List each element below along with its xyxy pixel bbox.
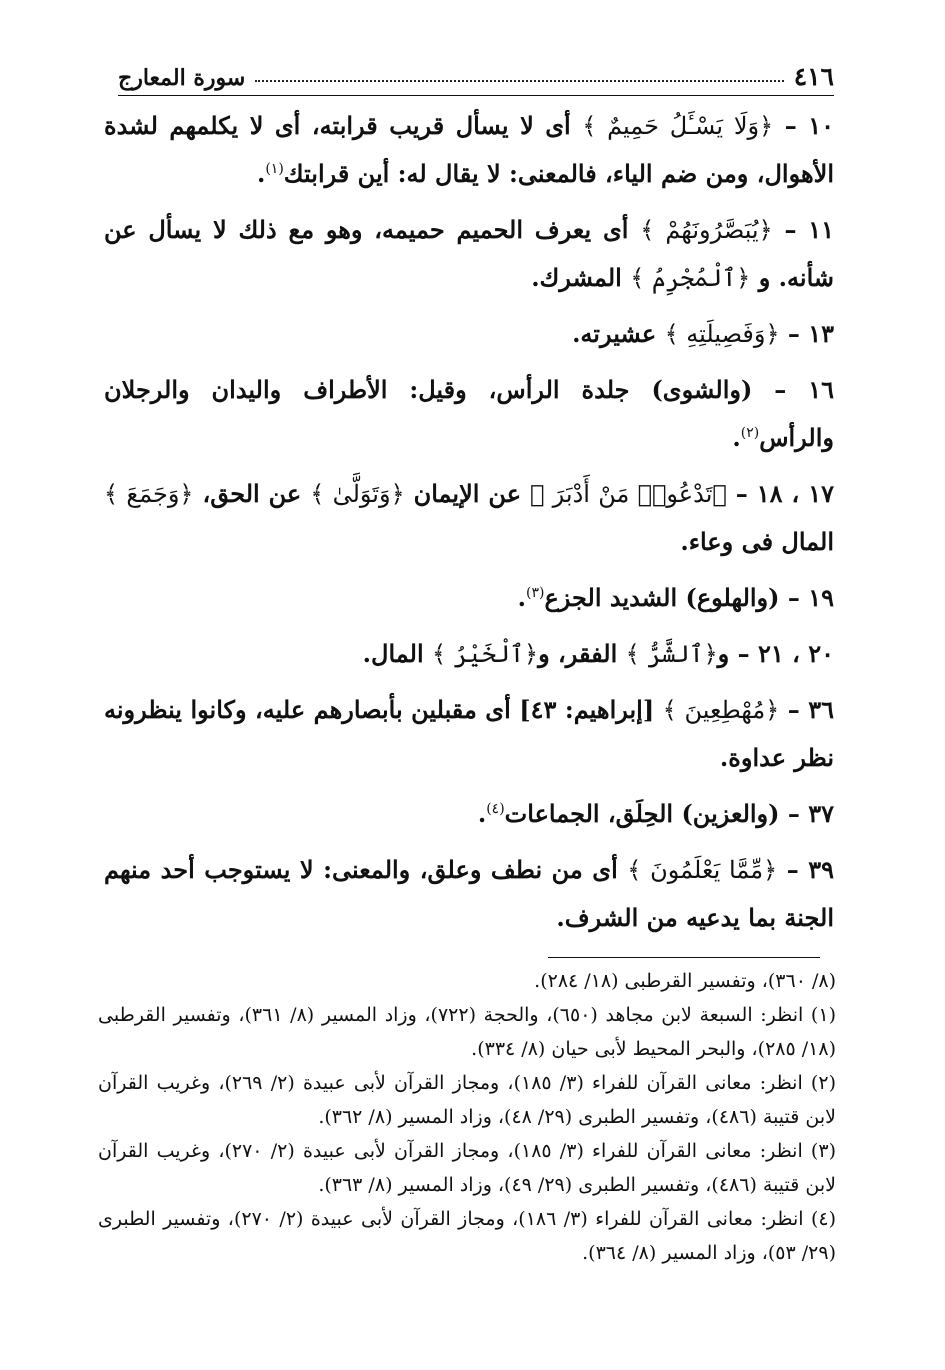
verse-entry: ٢٠ ، ٢١ – و﴿ ٱلشَّرُّ ﴾ الفقر، و﴿ ٱلْخَيْرُ ﴾ المال. — [104, 630, 834, 678]
verse-entry: ٣٩ – ﴿ مِّمَّا يَعْلَمُونَ ﴾ أى من نطف وعلق، والمعنى: لا يستوجب أحد منهم الجنة بما يدعيه من الشرف. — [104, 846, 834, 942]
page-header — [118, 56, 834, 96]
verse-entry: ١١ – ﴿ يُبَصَّرُونَهُمْ ﴾ أى يعرف الحميم حميمه، وهو مع ذلك لا يسأل عن شأنه. و ﴿ ٱلْمُجْرِمُ ﴾ المشرك. — [104, 206, 834, 302]
quran-quote: ﴿ وَلَا يَسْـَٔلُ حَمِيمٌ ﴾ — [582, 112, 773, 140]
verse-entry: ١٠ – ﴿ وَلَا يَسْـَٔلُ حَمِيمٌ ﴾ أى لا يسأل قريب قرابته، أى لا يكلمهم لشدة الأهوال، ومن ضم الياء، فالمعنى: لا يقال له: أين قرابتك$^{(١)}$. — [104, 102, 834, 198]
footnote-ref: (٤) — [486, 801, 505, 817]
quran-quote: ﴿ مُهْطِعِينَ ﴾ — [663, 696, 780, 724]
verse-number: ١٧ ، ١٨ — [756, 479, 835, 508]
explanation: المال. — [362, 639, 424, 668]
verse-number: ١٠ — [808, 111, 834, 140]
surah-title: سورة المعارج — [118, 65, 246, 91]
verse-number: ٣٦ — [808, 695, 835, 724]
verse-number: ٢٠ ، ٢١ — [757, 639, 834, 668]
explanation: عن الإيمان — [413, 479, 522, 508]
footnote: (٣) انظر: معانى القرآن للفراء (٣/ ١٨٥)، ومجاز القرآن لأبى عبيدة (٢/ ٢٧٠)، وغريب القرآن لابن قتيبة (٤٨٦)، وتفسير الطبرى (٢٩/ ٤٩)، وزاد المسير (٨/ ٣٦٣). — [98, 1140, 836, 1196]
explanation: المشرك. — [531, 263, 622, 292]
verse-number: ١٦ — [808, 375, 834, 404]
footnote-ref: (١) — [265, 161, 284, 177]
quran-quote: ﴿ وَفَصِيلَتِهِ ﴾ — [665, 320, 780, 348]
quran-quote: ﴿ تَدْعُوا۟ مَنْ أَدْبَرَ ﴾ — [530, 480, 727, 508]
punctuation: . — [517, 583, 526, 612]
explanation: و — [717, 639, 730, 668]
verse-entry: ١٩ – (والهلوع) الشديد الجزع$^{(٣)}$. — [517, 583, 834, 612]
footnote: (٢) انظر: معانى القرآن للفراء (٣/ ١٨٥)، ومجاز القرآن لأبى عبيدة (٢/ ٢٦٩)، وغريب القرآن لابن قتيبة (٤٨٦)، وتفسير الطبرى (٢٩/ ٤٨)، وزاد المسير (٨/ ٣٦٢). — [98, 1072, 836, 1128]
explanation: أى يعرف الحميم حميمه، وهو مع ذلك لا يسأل عن شأنه. و — [104, 215, 834, 292]
footnote: (٨/ ٣٦٠)، وتفسير القرطبى (١٨/ ٢٨٤). — [534, 970, 836, 992]
verse-number: ٣٩ — [808, 855, 834, 884]
explanation: أى لا يسأل قريب قرابته، أى لا يكلمهم لشدة الأهوال، ومن ضم الياء، فالمعنى: لا يقال له: أين قرابتك — [104, 111, 834, 188]
verse-entry: ١٣ – ﴿ وَفَصِيلَتِهِ ﴾ عشيرته. — [104, 310, 834, 358]
explanation: الفقر، و — [538, 639, 618, 668]
quran-quote: ﴿ وَجَمَعَ ﴾ — [104, 480, 193, 508]
commentary-body — [104, 102, 834, 950]
quran-quote: ﴿ مِّمَّا يَعْلَمُونَ ﴾ — [627, 856, 777, 884]
explanation: أى من نطف وعلق، والمعنى: لا يستوجب أحد منهم الجنة بما يدعيه من الشرف. — [104, 855, 834, 932]
explanation: (والعزين) الحِلَق، الجماعات — [504, 799, 780, 828]
quran-quote: ﴿ يُبَصَّرُونَهُمْ ﴾ — [640, 216, 772, 244]
verse-number: ١٣ — [808, 319, 834, 348]
footnote: (٤) انظر: معانى القرآن للفراء (٣/ ١٨٦)، ومجاز القرآن لأبى عبيدة (٢/ ٢٧٠)، وتفسير الطبرى (٢٩/ ٥٣)، وزاد المسير (٨/ ٣٦٤). — [98, 1208, 836, 1264]
verse-entry: ١٧ ، ١٨ – ﴿ تَدْعُوا۟ مَنْ أَدْبَرَ ﴾ عن الإيمان ﴿ وَتَوَلَّىٰ ﴾ عن الحق، ﴿ وَجَمَعَ ﴾ المال فى وعاء. — [104, 470, 834, 566]
footnote-separator — [548, 957, 820, 958]
quran-quote: ﴿ وَتَوَلَّىٰ ﴾ — [310, 480, 404, 508]
page-number: ٤١٦ — [793, 62, 834, 91]
punctuation: . — [732, 423, 741, 452]
quran-quote: ﴿ ٱلْخَيْرُ ﴾ — [432, 640, 538, 668]
footnote-ref: (٢) — [740, 425, 760, 441]
verse-number: ١١ — [808, 215, 835, 244]
explanation: المال فى وعاء. — [680, 527, 834, 556]
verse-entry: ٣٦ – ﴿ مُهْطِعِينَ ﴾ [إبراهيم: ٤٣] أى مقبلين بأبصارهم عليه، وكانوا ينظرونه نظر عداوة. — [104, 686, 834, 782]
header-dotted-leader — [255, 80, 783, 82]
verse-number: ١٩ — [808, 583, 834, 612]
explanation: [إبراهيم: ٤٣] أى مقبلين بأبصارهم عليه، وكانوا ينظرونه نظر عداوة. — [104, 695, 834, 772]
verse-entry: ١٦ – (والشوى) جلدة الرأس، وقيل: الأطراف واليدان والرجلان والرأس$^{(٢)}$. — [104, 375, 834, 452]
footnote-ref: (٣) — [526, 585, 545, 601]
explanation: (والشوى) جلدة الرأس، وقيل: الأطراف واليدان والرجلان والرأس — [104, 375, 834, 452]
footnote: (١) انظر: السبعة لابن مجاهد (٦٥٠)، والحجة (٧٢٢)، وزاد المسير (٨/ ٣٦١)، وتفسير القرطبى (١٨/ ٢٨٥)، والبحر المحيط لأبى حيان (٨/ ٣٣٤). — [98, 1004, 836, 1060]
quran-quote: ﴿ ٱلْمُجْرِمُ ﴾ — [630, 264, 750, 292]
explanation: عن الحق، — [202, 479, 302, 508]
punctuation: . — [477, 799, 487, 828]
verse-number: ٣٧ — [808, 799, 834, 828]
quran-quote: ﴿ ٱلشَّرُّ ﴾ — [626, 640, 718, 668]
footnotes — [98, 964, 836, 1270]
explanation: عشيرته. — [572, 319, 657, 348]
punctuation: . — [256, 159, 266, 188]
verse-entry: ٣٧ – (والعزين) الحِلَق، الجماعات$^{(٤)}$. — [477, 799, 834, 828]
explanation: (والهلوع) الشديد الجزع — [544, 583, 780, 612]
